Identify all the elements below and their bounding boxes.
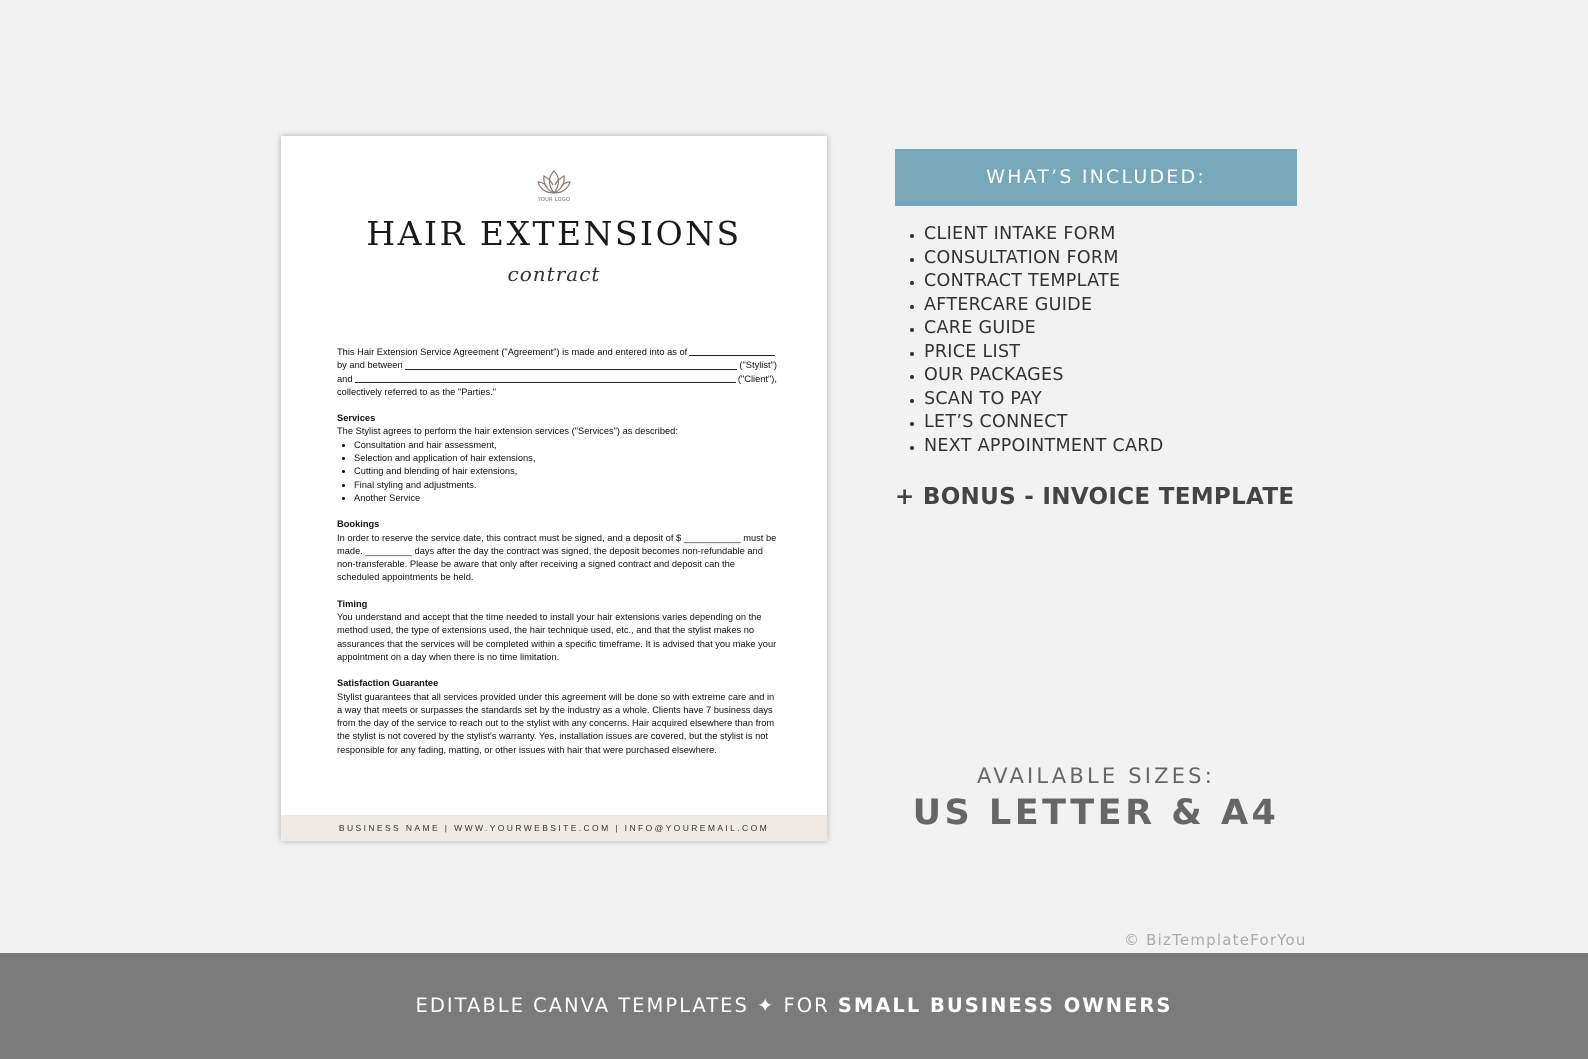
whats-included-header: WHAT’S INCLUDED: — [895, 149, 1297, 206]
document-body — [337, 346, 777, 757]
timing-heading: Timing — [337, 598, 368, 609]
intro-line-3-text: and — [337, 373, 353, 384]
services-item: • Consultation and hair assessment, — [354, 439, 777, 452]
contract-document-preview — [281, 136, 827, 841]
guarantee-text: Stylist guarantees that all services provided under this agreement will be done so with extreme care and in a way that meets or surpasses the standards set by the industry as a whole. Clients have 7 business days from the day of the service to reach out to the stylist with any concerns. Hair acquired elsewhere than from the stylist is not covered by the stylist's warranty. Yes, installation issues are covered, but the stylist is not responsible for any fading, matting, or other issues with hair that were purchased elsewhere. — [337, 691, 775, 755]
services-item: • Another Service — [354, 492, 777, 505]
included-item: • LET’S CONNECT — [924, 411, 1164, 435]
services-item: • Final styling and adjustments. — [354, 479, 777, 492]
guarantee-section — [337, 677, 777, 757]
guarantee-heading: Satisfaction Guarantee — [337, 678, 439, 689]
stylist-blank — [405, 359, 738, 369]
copyright-text: © BizTemplateForYou — [1124, 931, 1307, 949]
document-footer: BUSINESS NAME | WWW.YOURWEBSITE.COM | INFO@YOUREMAIL.COM — [281, 815, 827, 841]
included-item: • CLIENT INTAKE FORM — [924, 223, 1164, 247]
lotus-logo-icon — [535, 168, 573, 196]
services-list — [337, 439, 777, 505]
bonus-text: + BONUS - INVOICE TEMPLATE — [895, 484, 1295, 510]
included-item: • OUR PACKAGES — [924, 364, 1164, 388]
included-item: • CONTRACT TEMPLATE — [924, 270, 1164, 294]
services-item: • Selection and application of hair extensions, — [354, 452, 777, 465]
footer-banner-strong: SMALL BUSINESS OWNERS — [837, 994, 1173, 1017]
available-sizes-value: US LETTER & A4 — [912, 793, 1280, 833]
document-title: HAIR EXTENSIONS — [366, 214, 742, 253]
logo — [534, 168, 574, 203]
included-item: • AFTERCARE GUIDE — [924, 294, 1164, 318]
stylist-suffix: ("Stylist") — [739, 360, 777, 371]
client-suffix: ("Client"), — [737, 373, 777, 384]
bookings-heading: Bookings — [337, 519, 380, 530]
document-subtitle: contract — [507, 262, 601, 286]
bookings-section — [337, 518, 777, 584]
footer-banner — [0, 953, 1588, 1059]
included-item: • PRICE LIST — [924, 341, 1164, 365]
date-blank — [689, 346, 775, 356]
intro-line-2-text: by and between — [337, 360, 403, 371]
bookings-text: In order to reserve the service date, this contract must be signed, and a deposit of $ ___________ must be made. _________ days after the day the contract was signed, the deposit becomes non-refundable and non-transferable. Please be aware that only after receiving a signed contract and deposit can the scheduled appointments be held. — [337, 532, 777, 583]
services-item: • Cutting and blending of hair extensions, — [354, 465, 777, 478]
intro-line-1 — [337, 346, 777, 359]
intro-line-3 — [337, 373, 777, 386]
timing-text: You understand and accept that the time needed to install your hair extensions varies depending on the method used, the type of extensions used, the hair technique used, etc., and that the stylist makes no assurances that the services will be completed within a specific timeframe. It is advised that you make your appointment on a day when there is no time limitation. — [337, 612, 777, 662]
intro-line-1-text: This Hair Extension Service Agreement ("Agreement") is made and entered into as of — [337, 347, 688, 357]
services-heading: Services — [337, 413, 376, 424]
included-item: • NEXT APPOINTMENT CARD — [924, 435, 1164, 459]
client-blank — [355, 373, 736, 383]
timing-section — [337, 598, 777, 664]
included-item: • CARE GUIDE — [924, 317, 1164, 341]
included-item: • SCAN TO PAY — [924, 388, 1164, 412]
intro-line-2 — [337, 359, 777, 372]
available-sizes-label: AVAILABLE SIZES: — [977, 764, 1215, 788]
footer-banner-text: EDITABLE CANVA TEMPLATES ✦ FOR — [415, 994, 838, 1017]
logo-text: YOUR LOGO — [537, 197, 571, 203]
included-list — [895, 223, 1164, 458]
services-section — [337, 412, 777, 505]
included-item: • CONSULTATION FORM — [924, 247, 1164, 271]
services-intro: The Stylist agrees to perform the hair extension services ("Services") as described: — [337, 426, 678, 437]
intro-line-4: collectively referred to as the "Parties." — [337, 386, 497, 397]
